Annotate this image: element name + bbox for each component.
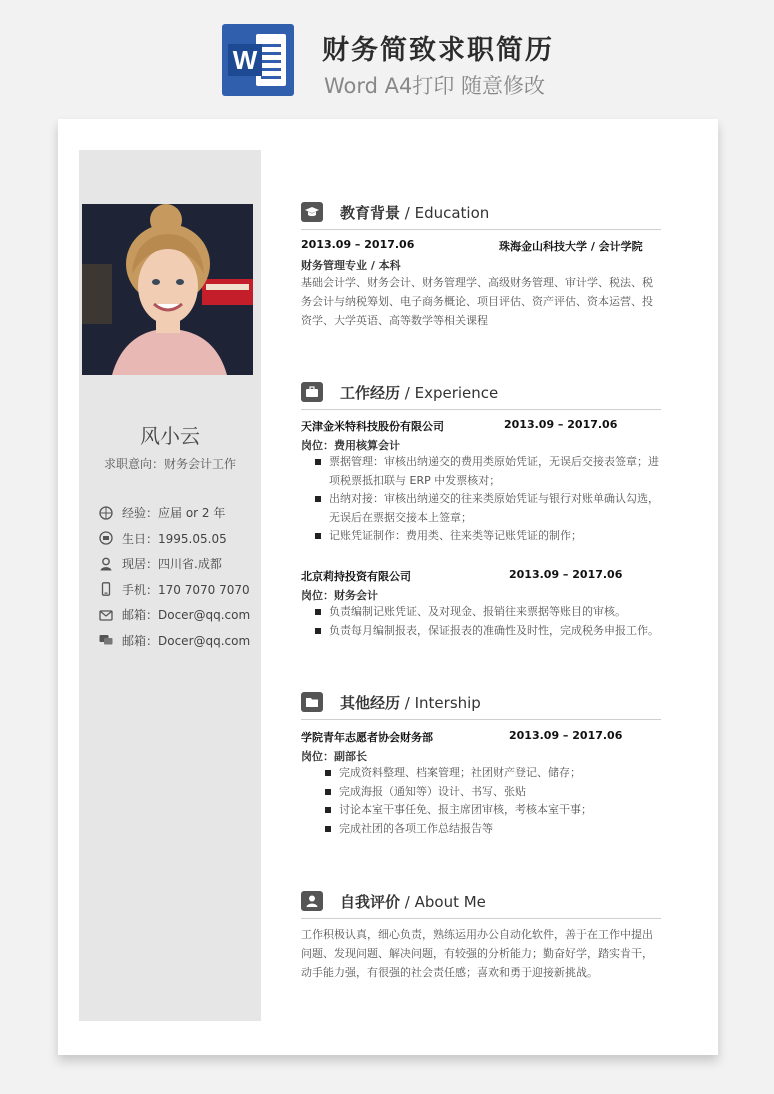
sidebar	[79, 150, 261, 1021]
other-org: 学院青年志愿者协会财务部	[301, 731, 433, 744]
info-text: 现居：四川省.成都	[122, 557, 222, 572]
graduation-cap-icon	[301, 202, 323, 222]
candidate-name: 风小云	[140, 424, 200, 448]
resume-page	[58, 119, 718, 1055]
education-school: 珠海金山科技大学 / 会计学院	[499, 240, 643, 253]
job-intent: 求职意向：财务会计工作	[103, 457, 236, 471]
mail-icon	[99, 608, 113, 622]
list-item: 负责编制记账凭证、及对现金、报销往来票据等账目的审核。	[313, 603, 663, 622]
info-text: 生日：1995.05.05	[122, 531, 227, 546]
job-2-duties	[313, 603, 663, 640]
job-1-date: 2013.09 – 2017.06	[504, 418, 618, 431]
education-date: 2013.09 – 2017.06	[301, 238, 415, 251]
about-title: 自我评价 / About Me	[340, 893, 486, 911]
user-icon	[301, 891, 323, 911]
list-item: 负责每月编制报表，保证报表的准确性及时性，完成税务申报工作。	[313, 622, 663, 641]
profile-photo	[82, 204, 253, 375]
education-major: 财务管理专业 / 本科	[301, 259, 401, 272]
job-2-company: 北京莉持投资有限公司	[301, 570, 411, 583]
info-phone	[99, 577, 259, 603]
other-date: 2013.09 – 2017.06	[509, 729, 623, 742]
info-birthday	[99, 526, 259, 552]
info-text: 经验：应届 or 2 年	[122, 506, 226, 521]
briefcase-icon	[301, 382, 323, 402]
info-email	[99, 602, 259, 628]
info-text: 邮箱：Docer@qq.com	[122, 608, 251, 623]
person-icon	[99, 557, 113, 571]
compass-icon	[99, 506, 113, 520]
info-experience	[99, 500, 259, 526]
other-duties	[323, 764, 673, 838]
about-header	[301, 889, 661, 919]
word-letter: W	[228, 44, 262, 76]
job-1-company: 天津金米特科技股份有限公司	[301, 420, 444, 433]
list-item: 记账凭证制作：费用类、往来类等记账凭证的制作；	[313, 527, 663, 546]
other-position: 岗位：副部长	[301, 750, 367, 763]
banner	[0, 0, 774, 110]
chat-icon	[99, 633, 113, 647]
age-icon	[99, 531, 113, 545]
banner-subtitle: Word A4打印 随意修改	[324, 74, 546, 98]
job-1-duties	[313, 453, 663, 546]
list-item: 完成资料整理、档案管理；社团财产登记、储存；	[323, 764, 673, 783]
list-item: 完成海报（通知等）设计、书写、张贴	[323, 783, 673, 802]
other-header	[301, 690, 661, 720]
folder-icon	[301, 692, 323, 712]
about-text: 工作积极认真，细心负责，熟练运用办公自动化软件，善于在工作中提出问题、发现问题、解决问题，有较强的分析能力；勤奋好学，踏实肯干，动手能力强，有很强的社会责任感；喜欢和勇于迎接新挑战。	[301, 928, 653, 979]
list-item: 讨论本室干事任免、报主席团审核，考核本室干事；	[323, 801, 673, 820]
education-courses: 基础会计学、财务会计、财务管理学、高级财务管理、审计学、税法、税务会计与纳税筹划、电子商务概论、项目评估、资产评估、资本运营、投资学、大学英语、高等数学等相关课程	[301, 276, 653, 327]
education-title: 教育背景 / Education	[340, 204, 490, 222]
info-text: 邮箱：Docer@qq.com	[122, 633, 251, 648]
experience-title: 工作经历 / Experience	[340, 384, 499, 402]
list-item: 完成社团的各项工作总结报告等	[323, 820, 673, 839]
info-residence	[99, 551, 259, 577]
info-email-2	[99, 628, 259, 654]
banner-title: 财务简致求职简历	[322, 35, 554, 66]
education-header	[301, 200, 661, 230]
job-1-position: 岗位：费用核算会计	[301, 439, 400, 452]
job-2-position: 岗位：财务会计	[301, 589, 378, 602]
personal-info	[99, 500, 259, 653]
other-title: 其他经历 / Intership	[340, 694, 481, 712]
phone-icon	[99, 582, 113, 596]
experience-header	[301, 380, 661, 410]
word-icon	[222, 24, 294, 96]
job-2-date: 2013.09 – 2017.06	[509, 568, 623, 581]
list-item: 票据管理：审核出纳递交的费用类原始凭证，无误后交接表签章；进项税票抵扣联与 ERP 中发票核对；	[313, 453, 663, 490]
list-item: 出纳对接：审核出纳递交的往来类原始凭证与银行对账单确认勾选，无误后在票据交接本上签章；	[313, 490, 663, 527]
info-text: 手机：170 7070 7070	[122, 582, 250, 597]
